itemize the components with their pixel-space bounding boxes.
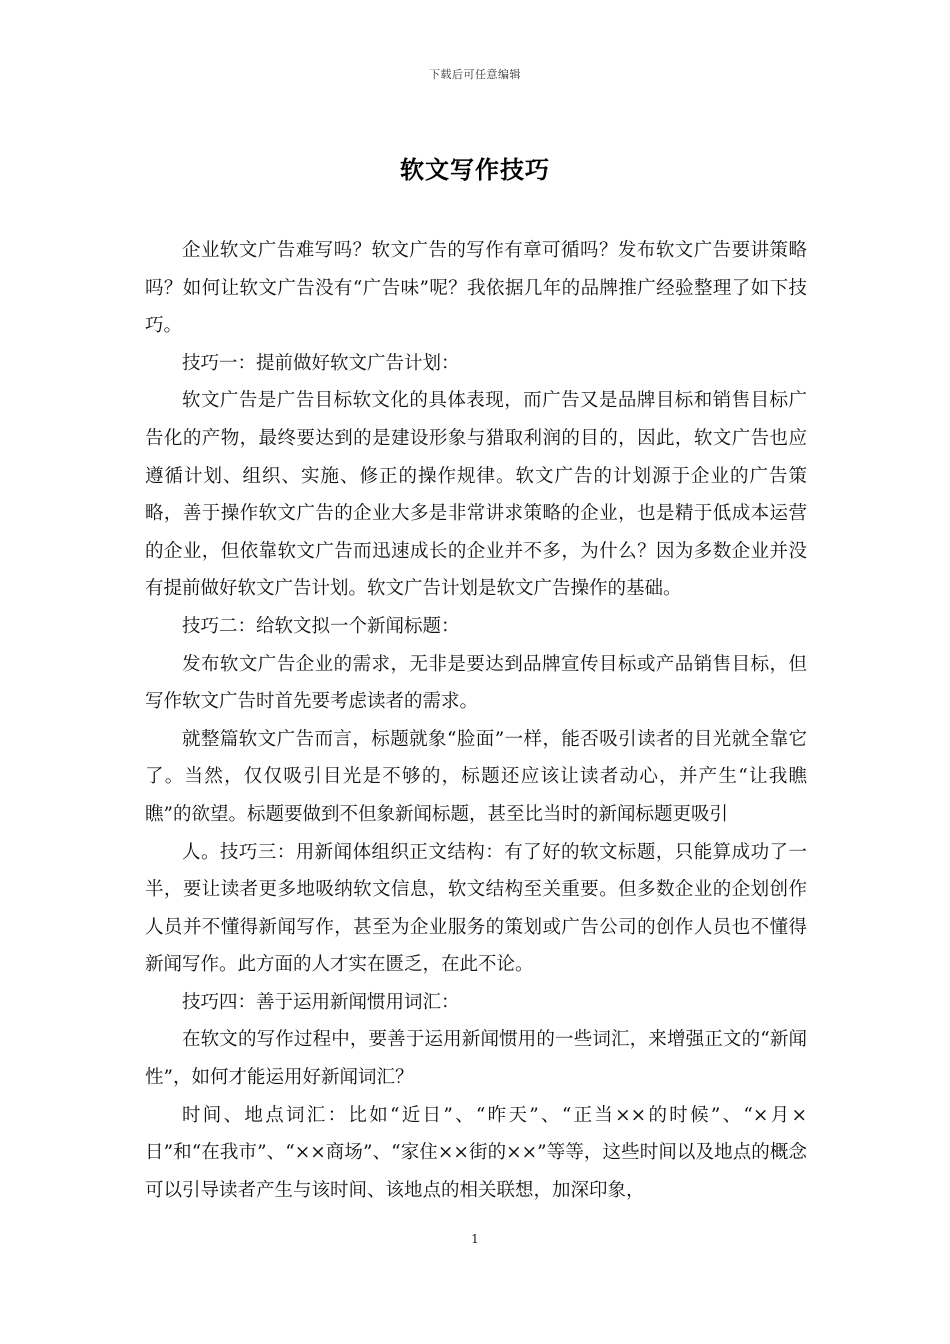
page-number: 1 <box>471 1232 479 1246</box>
heading-tip-1: 技巧一：提前做好软文广告计划： <box>182 352 460 374</box>
heading-tip-4: 技巧四：善于运用新闻惯用词汇： <box>182 991 460 1013</box>
paragraph-tip-4b: 时间、地点词汇：比如“近日”、“昨天”、“正当××的时候”、“×月×日”和“在我市”、“××商场”、“家住××街的××”等等，这些时间以及地点的概念可以引导读者产生与该时间、该地点的相关联想，加深印象， <box>145 1104 807 1201</box>
page-header: 下载后可任意编辑 <box>429 68 521 81</box>
paragraph-intro: 企业软文广告难写吗？软文广告的写作有章可循吗？发布软文广告要讲策略吗？如何让软文广告没有“广告味”呢？我依据几年的品牌推广经验整理了如下技巧。 <box>145 240 807 337</box>
paragraph-tip-2b: 就整篇软文广告而言，标题就象“脸面”一样，能否吸引读者的目光就全靠它了。当然，仅仅吸引目光是不够的，标题还应该让读者动心，并产生“让我瞧瞧”的欲望。标题要做到不但象新闻标题，甚至比当时的新闻标题更吸引 <box>145 728 807 825</box>
document-title: 软文写作技巧 <box>400 155 550 184</box>
paragraph-tip-4a: 在软文的写作过程中，要善于运用新闻惯用的一些词汇，来增强正文的“新闻性”，如何才能运用好新闻词汇？ <box>145 1029 807 1089</box>
paragraph-tip-2a: 发布软文广告企业的需求，无非是要达到品牌宣传目标或产品销售目标，但写作软文广告时首先要考虑读者的需求。 <box>145 653 807 713</box>
paragraph-tip-3: 人。技巧三：用新闻体组织正文结构：有了好的软文标题，只能算成功了一半，要让读者更多地吸纳软文信息，软文结构至关重要。但多数企业的企划创作人员并不懂得新闻写作，甚至为企业服务的策划或广告公司的创作人员也不懂得新闻写作。此方面的人才实在匮乏，在此不论。 <box>145 841 807 976</box>
paragraph-tip-1: 软文广告是广告目标软文化的具体表现，而广告又是品牌目标和销售目标广告化的产物，最终要达到的是建设形象与猎取利润的目的，因此，软文广告也应遵循计划、组织、实施、修正的操作规律。软文广告的计划源于企业的广告策略，善于操作软文广告的企业大多是非常讲求策略的企业，也是精于低成本运营的企业，但依靠软文广告而迅速成长的企业并不多，为什么？因为多数企业并没有提前做好软文广告计划。软文广告计划是软文广告操作的基础。 <box>145 390 807 600</box>
document-body <box>145 232 807 1209</box>
heading-tip-2: 技巧二：给软文拟一个新闻标题： <box>182 615 460 637</box>
